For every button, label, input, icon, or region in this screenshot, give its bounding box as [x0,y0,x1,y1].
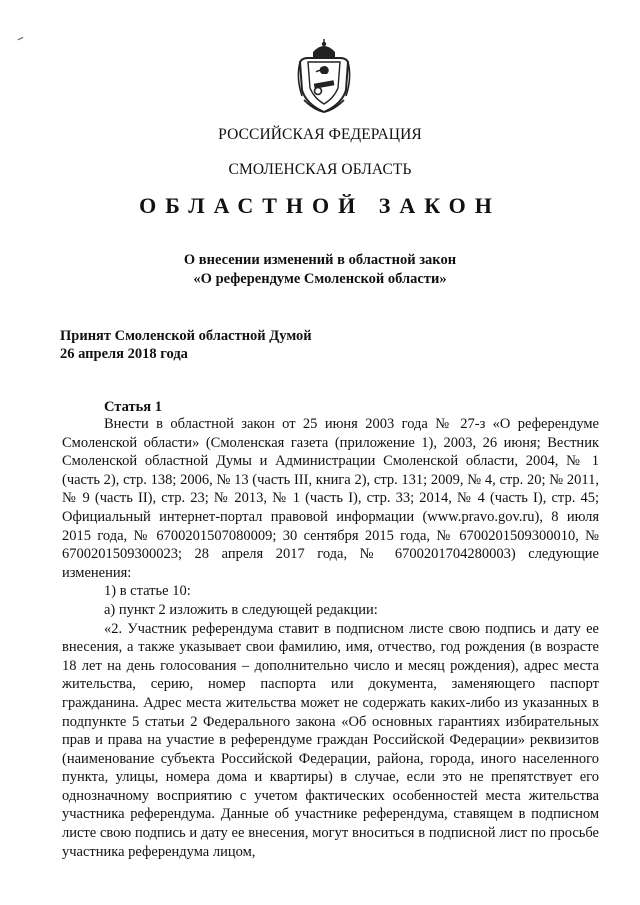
subtitle-line-1: О внесении изменений в областной закон [183,252,457,268]
article-body [62,415,599,861]
article-heading: Статья 1 [104,399,162,415]
coat-of-arms-icon [294,38,354,116]
paragraph: Внести в областной закон от 25 июня 2003 года № 27-з «О референдуме Смоленской области» (Смоленская газета (приложение 1), 2003, 26 июня; Вестник Смоленской областной Думы и Администрации Смоленской области, 2004, № 1 (часть 2), стр. 138; 2006, № 13 (часть III, книга 2), стр. 131; 2009, № 4, стр. 20; № 2011, № 9 (часть II), стр. 23; № 2013, № 1 (часть I), стр. 33; 2014, № 4 (часть I), стр. 45; Официальный интернет-портал правовой информации (www.pravo.gov.ru), 8 июля 2015 года, № 6700201507080009; 30 сентября 2015 года, № 6700201509300010, № 6700201509300023; 28 апреля 2017 года, № 6700201704280003) следующие изменения: [62,416,599,581]
region-heading: СМОЛЕНСКАЯ ОБЛАСТЬ [228,161,412,178]
scan-mark [17,37,24,43]
law-subtitle [0,251,640,289]
adoption-date: 26 апреля 2018 года [60,346,188,362]
document-type-title: ОБЛАСТНОЙ ЗАКОН [139,193,501,218]
subtitle-line-2: «О референдуме Смоленской области» [193,271,447,287]
paragraph: «2. Участник референдума ставит в подписном листе свою подпись и дату ее внесения, а также указывает свои фамилию, имя, отчество, год рождения (в возрасте 18 лет на день голосования – дополнительно число и месяц рождения), адрес места жительства, серию, номер паспорта или документа, заменяющего паспорт гражданина. Адрес места жительства может не содержать каких-либо из указанных в подпункте 5 статьи 2 Федерального закона «Об основных гарантиях избирательных прав и права на участие в референдуме граждан Российской Федерации» реквизитов (наименование субъекта Российской Федерации, района, города, иного населенного пункта, улицы, номера дома и квартиры) в случае, если это не препятствует его однозначному восприятию с учетом фактических особенностей места жительства участника референдума. Данные об участнике референдума, ставящем в подписном листе свою подпись и дату ее внесения, могут вноситься в подписной лист по просьбе участника референдума лицом, [62,620,599,860]
adoption-body: Принят Смоленской областной Думой [60,328,312,344]
adoption-note [60,327,312,363]
paragraph: 1) в статье 10: [104,583,191,600]
paragraph: а) пункт 2 изложить в следующей редакции: [104,601,378,618]
country-heading: РОССИЙСКАЯ ФЕДЕРАЦИЯ [218,126,422,143]
